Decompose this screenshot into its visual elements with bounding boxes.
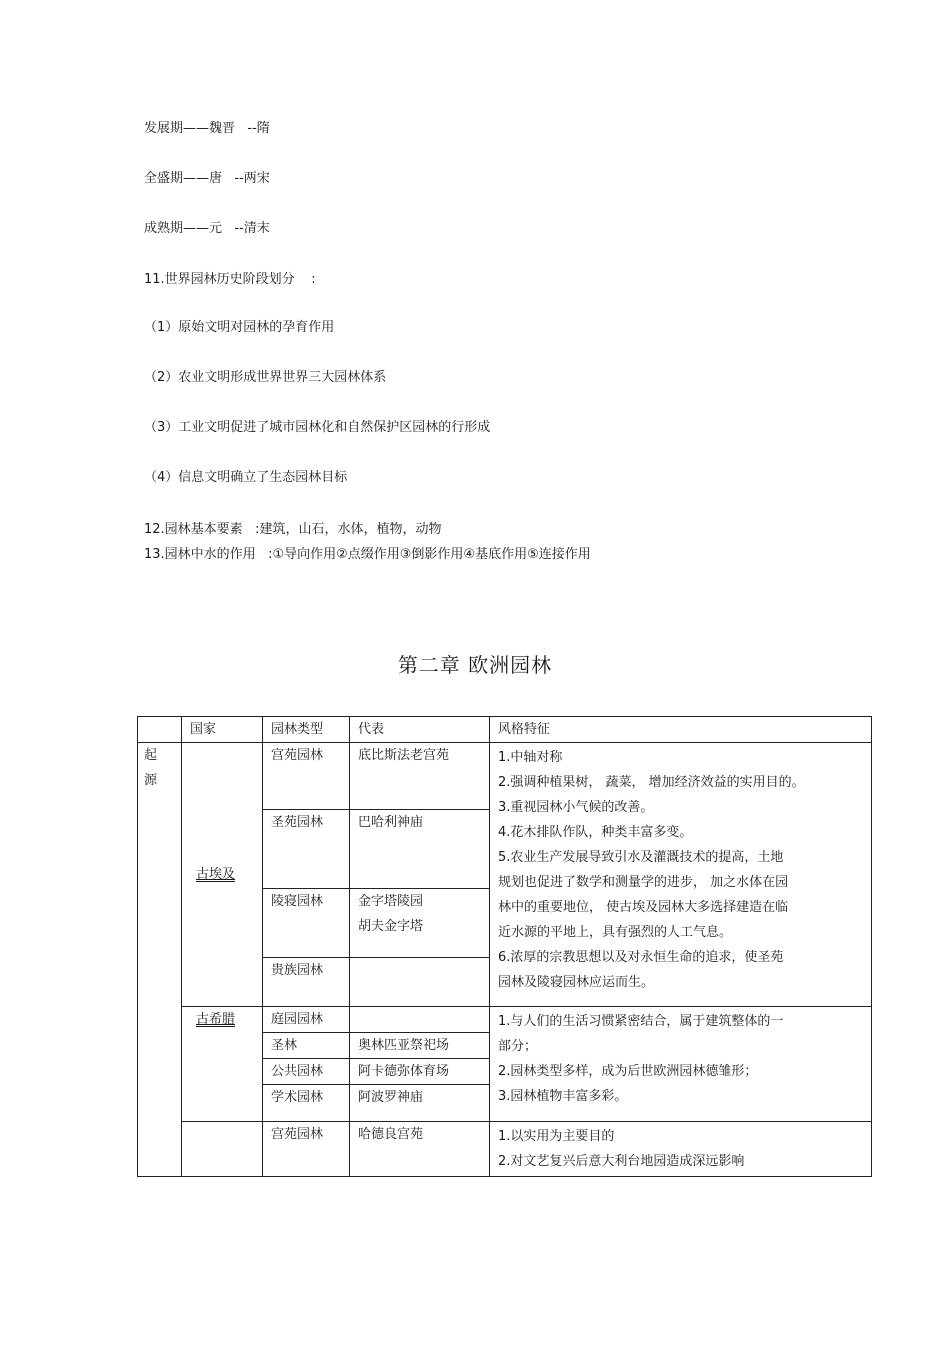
feature-line: 2.园林类型多样，成为后世欧洲园林德雏形； [498, 1064, 758, 1079]
style-features-third [490, 1122, 872, 1177]
table-row [138, 1007, 872, 1033]
style-features-egypt [490, 743, 872, 1007]
feature-line: 5.农业生产发展导致引水及灌溉技术的提高，土地 [498, 850, 784, 865]
feature-line: 2.对文艺复兴后意大利台地园造成深远影响 [498, 1154, 745, 1169]
feature-line: 3.园林植物丰富多彩。 [498, 1089, 628, 1104]
country-cell-greece [182, 1007, 263, 1122]
feature-line: 部分； [498, 1039, 538, 1054]
country-cell-third [182, 1122, 263, 1177]
country-cell-egypt [182, 743, 263, 1007]
country-name: 古埃及 [196, 867, 236, 882]
table-header-row [138, 717, 872, 743]
feature-line: 近水源的平地上，具有强烈的人工气息。 [498, 925, 733, 940]
header-cell: 园林类型 [263, 717, 350, 743]
garden-type-cell: 陵寝园林 [263, 889, 350, 958]
feature-line: 林中的重要地位， 使古埃及园林大多选择建造在临 [498, 900, 789, 915]
representative-cell: 阿卡德弥体育场 [350, 1059, 490, 1085]
garden-type-cell: 圣苑园林 [263, 810, 350, 889]
garden-type-cell: 宫苑园林 [263, 743, 350, 810]
text-line: 12.园林基本要素 :建筑，山石，水体，植物，动物 [144, 522, 442, 537]
garden-type-cell: 公共园林 [263, 1059, 350, 1085]
feature-line: 1.与人们的生活习惯紧密结合，属于建筑整体的一 [498, 1014, 784, 1029]
garden-type-cell: 圣林 [263, 1033, 350, 1059]
representative-line: 胡夫金字塔 [358, 919, 424, 934]
text-line: （2）农业文明形成世界世界三大园林体系 [144, 370, 387, 385]
feature-line: 规划也促进了数学和测量学的进步， 加之水体在园 [498, 875, 789, 890]
representative-cell [350, 889, 490, 958]
table-row [138, 1122, 872, 1177]
origin-char: 起 [144, 748, 158, 763]
feature-line: 6.浓厚的宗教思想以及对永恒生命的追求，使圣苑 [498, 950, 784, 965]
country-name: 古希腊 [196, 1012, 236, 1027]
representative-line: 金字塔陵园 [358, 894, 424, 909]
style-features-greece [490, 1007, 872, 1122]
text-line: 13.园林中水的作用 :①导向作用②点缀作用③倒影作用④基底作用⑤连接作用 [144, 547, 591, 562]
garden-type-cell: 学术园林 [263, 1085, 350, 1122]
text-line: 全盛期——唐 --两宋 [144, 171, 270, 186]
chapter-title: 第二章 欧洲园林 [397, 653, 553, 677]
text-line: 成熟期——元 --清末 [144, 221, 270, 236]
representative-cell: 底比斯法老宫苑 [350, 743, 490, 810]
text-line: 发展期——魏晋 --隋 [144, 121, 270, 136]
feature-line: 1.以实用为主要目的 [498, 1129, 615, 1144]
origin-cell [138, 743, 182, 1177]
garden-type-cell: 宫苑园林 [263, 1122, 350, 1177]
header-cell: 国家 [182, 717, 263, 743]
garden-type-cell: 贵族园林 [263, 958, 350, 1007]
representative-cell: 阿波罗神庙 [350, 1085, 490, 1122]
representative-cell: 巴哈利神庙 [350, 810, 490, 889]
representative-cell: 奥林匹亚祭祀场 [350, 1033, 490, 1059]
feature-line: 园林及陵寝园林应运而生。 [498, 975, 655, 990]
garden-table [137, 716, 872, 1177]
header-cell [138, 717, 182, 743]
text-line: （3）工业文明促进了城市园林化和自然保护区园林的行形成 [144, 420, 491, 435]
text-line: （4）信息文明确立了生态园林目标 [144, 470, 348, 485]
text-line: （1）原始文明对园林的孕育作用 [144, 320, 335, 335]
feature-line: 4.花木排队作队，种类丰富多变。 [498, 825, 693, 840]
header-cell: 风格特征 [490, 717, 872, 743]
text-line: 11.世界园林历史阶段划分 : [144, 272, 316, 287]
table-row [138, 743, 872, 810]
representative-cell: 哈德良宫苑 [350, 1122, 490, 1177]
representative-cell [350, 958, 490, 1007]
garden-type-cell: 庭园园林 [263, 1007, 350, 1033]
feature-line: 3.重视园林小气候的改善。 [498, 800, 654, 815]
representative-cell [350, 1007, 490, 1033]
header-cell: 代表 [350, 717, 490, 743]
origin-char: 源 [144, 773, 158, 788]
feature-line: 1.中轴对称 [498, 750, 563, 765]
feature-line: 2.强调种植果树， 蔬菜， 增加经济效益的实用目的。 [498, 775, 805, 790]
